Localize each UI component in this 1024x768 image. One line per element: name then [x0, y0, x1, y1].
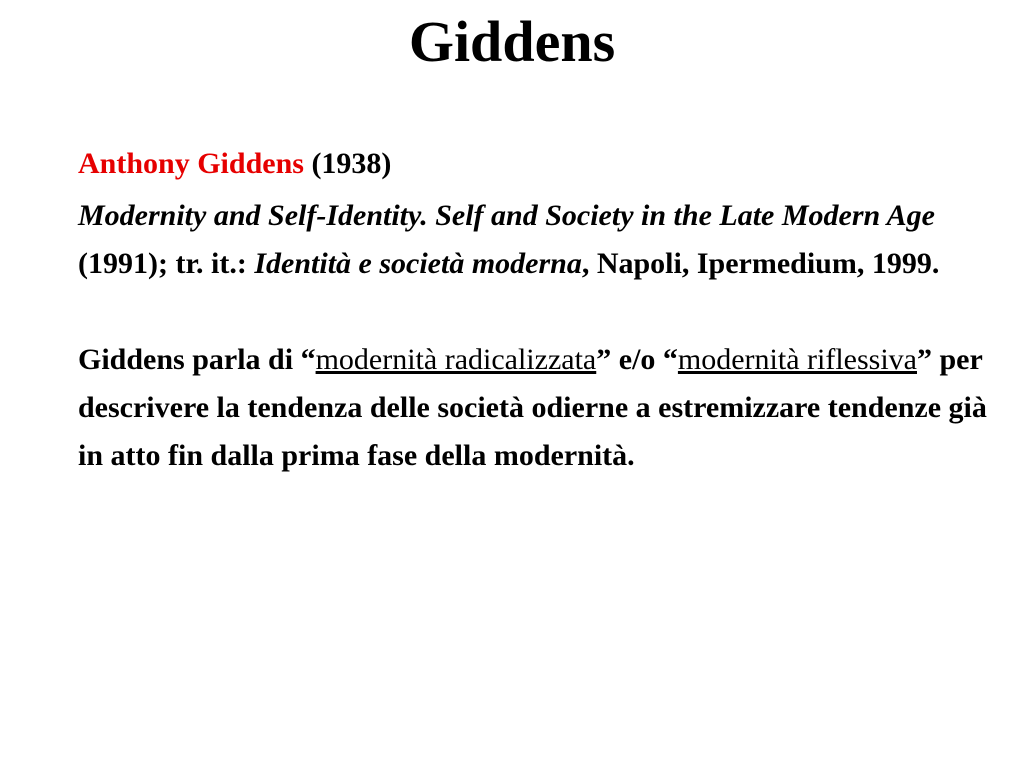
book-title: Modernity and Self-Identity. Self and Society in the Late Modern Age: [78, 199, 935, 232]
italian-title: Identità e società moderna: [254, 247, 582, 280]
book-reference: [78, 192, 998, 288]
description-intro: Giddens parla di “: [78, 343, 316, 376]
author-years: (1938): [311, 147, 392, 180]
description-connector: ” e/o “: [596, 343, 678, 376]
book-year-translation: (1991); tr. it.:: [78, 247, 255, 280]
slide-body: [78, 140, 998, 480]
author-name: Anthony Giddens: [78, 147, 304, 180]
term-radicalized-modernity: modernità radicalizzata: [315, 343, 597, 376]
author-line: [78, 140, 998, 188]
term-reflexive-modernity: modernità riflessiva: [677, 343, 917, 376]
slide-title: Giddens: [408, 9, 616, 74]
publisher-info: , Napoli, Ipermedium, 1999.: [581, 247, 940, 280]
description-paragraph: [78, 336, 998, 480]
description-rest: ” per descrivere la tendenza delle società odierne a estremizzare tendenze già in atto fin dalla prima fase della modernità.: [78, 343, 987, 472]
